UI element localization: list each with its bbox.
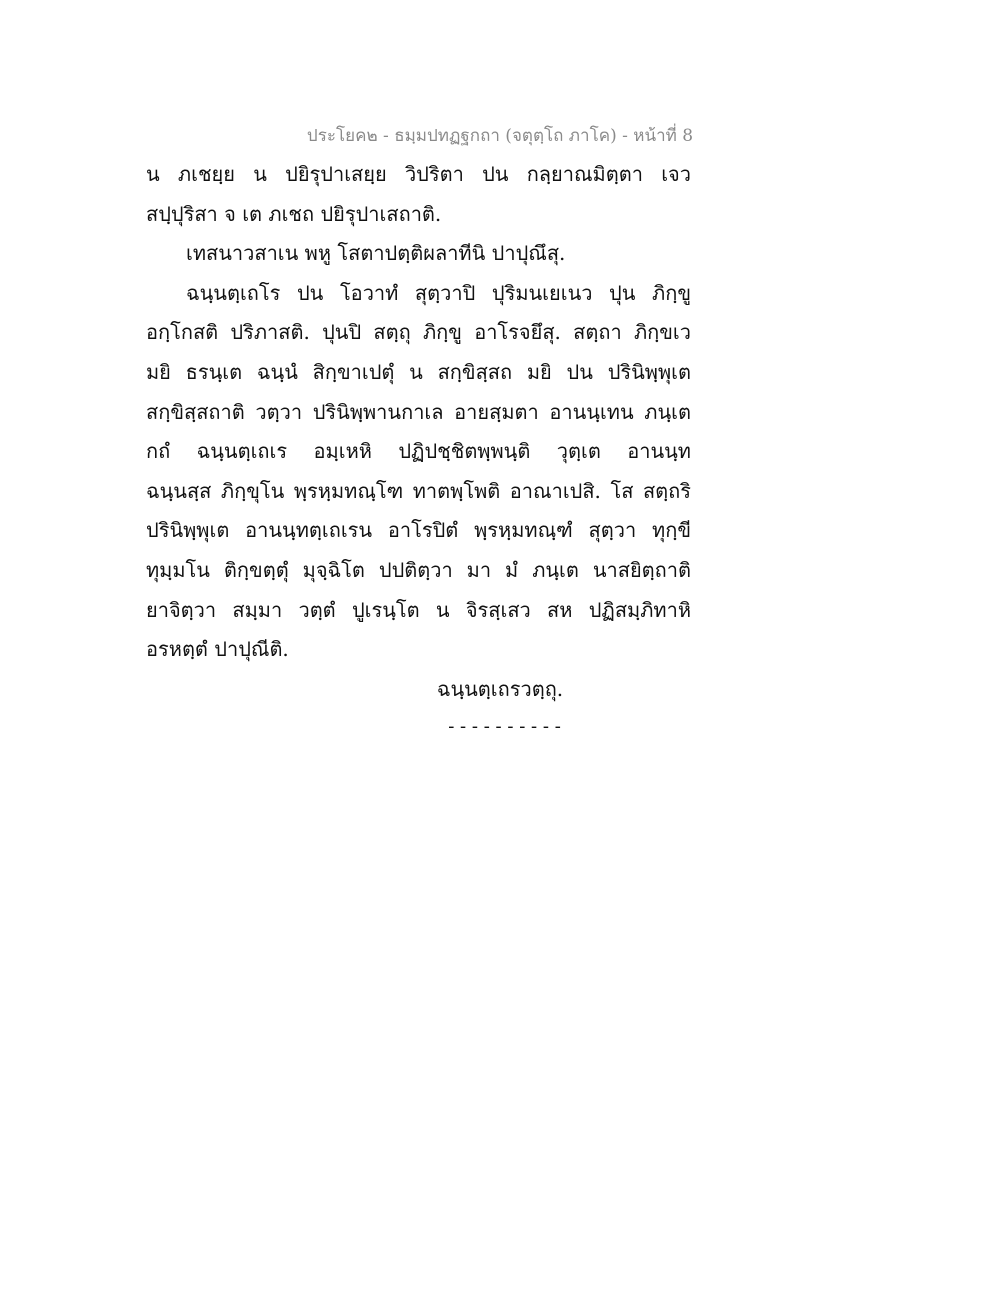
body-text (146, 155, 691, 670)
text-line: ทุมฺมโน ติกฺขตฺตุํ มุจฺฉิโต ปปติตฺวา มา มํ ภนฺเต นาสยิตฺถาติ (146, 557, 691, 582)
text-line: ฉนฺนสฺส ภิกฺขุโน พฺรหฺมทณฺโฑ ทาตพฺโพติ อาณาเปสิ. โส สตฺถริ (146, 478, 691, 503)
text-line: เทสนาวสาเน พหู โสตาปตฺติผลาทีนิ ปาปุณึสุ. (186, 241, 566, 266)
text-line: กถํ ฉนฺนตฺเถเร อมฺเหหิ ปฏิปชฺชิตพฺพนฺติ วุตฺเต อานนฺท (146, 439, 691, 464)
text-line: ยาจิตฺวา สมฺมา วตฺตํ ปูเรนฺโต น จิรสฺเสว สห ปฏิสมฺภิทาหิ (146, 597, 691, 622)
text-line: มยิ ธรนฺเต ฉนฺนํ สิกฺขาเปตุํ น สกฺขิสฺสถ มยิ ปน ปรินิพฺพุเต (146, 359, 691, 384)
text-line: อรหตฺตํ ปาปุณีติ. (146, 637, 289, 662)
running-header: ประโยค๒ - ธมฺมปทฏฐกถา (จตุตฺโถ ภาโค) - หน้าที่ 8 (306, 126, 694, 146)
text-line: อกฺโกสติ ปริภาสติ. ปุนปิ สตฺถุ ภิกฺขู อาโรจยึสุ. สตฺถา ภิกฺขเว (146, 320, 691, 345)
text-line: สกฺขิสฺสถาติ วตฺวา ปรินิพฺพานกาเล อายสฺมตา อานนฺเทน ภนฺเต (146, 399, 691, 424)
text-line: ฉนฺนตฺเถโร ปน โอวาทํ สุตฺวาปิ ปุริมนเยเนว ปุน ภิกฺขู (186, 280, 691, 305)
section-separator: ---------- (445, 716, 565, 737)
text-line: น ภเชยฺย น ปยิรุปาเสยฺย วิปริตา ปน กลฺยาณมิตฺตา เจว (146, 162, 691, 186)
text-line: สปฺปุริสา จ เต ภเชถ ปยิรุปาเสถาติ. (146, 201, 442, 226)
story-title: ฉนฺนตฺเถรวตฺถุ. (436, 677, 564, 701)
text-line: ปรินิพฺพุเต อานนฺทตฺเถเรน อาโรปิตํ พฺรหฺมทณฺฑํ สุตฺวา ทุกฺขี (146, 518, 691, 543)
